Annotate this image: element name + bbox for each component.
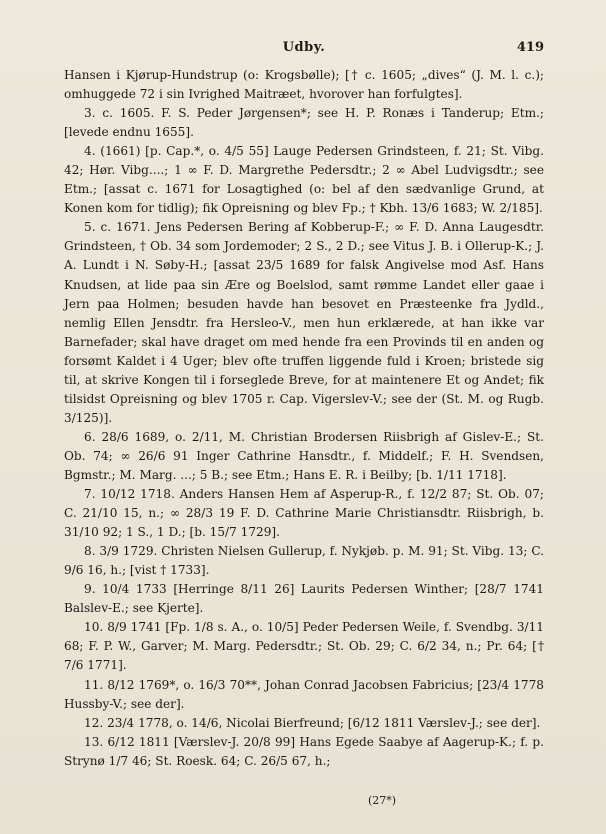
entry-9: 9. 10/4 1733 [Herringe 8/11 26] Laurits Pedersen Winther; [28/7 1741 Balslev-E.; see Kjerte]. <box>64 582 544 616</box>
entry-continuation: Hansen i Kjørup-Hundstrup (o: Krogsbølle); [† c. 1605; „dives“ (J. M. l. c.); omhuggede 72 i sin Ivrighed Maitræet, hvorover han forfulgtes]. <box>64 68 544 102</box>
entry-12: 12. 23/4 1778, o. 14/6, Nicolai Bierfreund; [6/12 1811 Værslev-J.; see der]. <box>84 715 541 730</box>
entry-3: 3. c. 1605. F. S. Peder Jørgensen*; see H. P. Ronæs i Tanderup; Etm.; [levede endnu 1655]. <box>64 106 544 140</box>
page-body <box>64 66 544 771</box>
page-number: 419 <box>516 40 544 55</box>
entry-8: 8. 3/9 1729. Christen Nielsen Gullerup, f. Nykjøb. p. M. 91; St. Vibg. 13; C. 9/6 16, h.; [vist † 1733]. <box>64 544 544 578</box>
page-header <box>64 40 544 60</box>
entry-13: 13. 6/12 1811 [Værslev-J. 20/8 99] Hans Egede Saabye af Aagerup-K.; f. p. Strynø 1/7 46; St. Roesk. 64; C. 26/5 67, h.; <box>64 734 544 768</box>
entry-5: 5. c. 1671. Jens Pedersen Bering af Kobberup-F.; ∞ F. D. Anna Laugesdtr. Grindsteen, † Ob. 34 som Jordemoder; 2 S., 2 D.; see Vitus J. B. i Ollerup-K.; J. A. Lundt i N. Søby-H.; [assat 23/5 1689 for falsk Angivelse mod Asf. Hans Knudsen, at lide paa sin Ære og Boelslod, samt rømme Landet eller gaae i Jern paa Holmen; besuden havde han besovet en Præsteenke fra Jydld., nemlig Ellen Jensdtr. fra Hersleo-V., men hun erklærede, at han ikke var Barnefader; skal have draget om med hende fra een Provinds til en anden og forsømt Kaldet i 4 Uger; blev ofte truffen liggende fuld i Kroen; bristede sig til, at skrive Kongen til i forseglede Breve, for at maintenere Et og Andet; fik tilsidst Opreisning og blev 1705 r. Cap. Vigerslev-V.; see der (St. M. og Rugb. 3/125)]. <box>64 220 544 425</box>
entry-10: 10. 8/9 1741 [Fp. 1/8 s. A., o. 10/5] Peder Pedersen Weile, f. Svendbg. 3/11 68; F. P. W., Garver; M. Marg. Pedersdtr.; St. Ob. 29; C. 6/2 34, n.; Pr. 64; [† 7/6 1771]. <box>64 620 544 673</box>
entry-11: 11. 8/12 1769*, o. 16/3 70**, Johan Conrad Jacobsen Fabricius; [23/4 1778 Hussby-V.; see der]. <box>64 677 544 711</box>
signature-mark: (27*) <box>368 794 397 807</box>
entry-4: 4. (1661) [p. Cap.*, o. 4/5 55] Lauge Pedersen Grindsteen, f. 21; St. Vibg. 42; Hør. Vibg....; 1 ∞ F. D. Margrethe Pedersdtr.; 2 ∞ Abel Ludvigsdtr.; see Etm.; [assat c. 1671 for Losagtighed (o: bel af den sædvanlige Grund, at Konen kom for tidlig); fik Opreisning og blev Fp.; † Kbh. 13/6 1683; W. 2/185]. <box>64 144 544 216</box>
running-title: Udby. <box>282 40 326 55</box>
entry-7: 7. 10/12 1718. Anders Hansen Hem af Asperup-R., f. 12/2 87; St. Ob. 07; C. 21/10 15, n.; ∞ 28/3 19 F. D. Cathrine Marie Christiansdtr. Riisbrigh, b. 31/10 92; 1 S., 1 D.; [b. 15/7 1729]. <box>64 487 544 540</box>
entry-6: 6. 28/6 1689, o. 2/11, M. Christian Brodersen Riisbrigh af Gislev-E.; St. Ob. 74; ∞ 26/6 91 Inger Cathrine Hansdtr., f. Middelf.; F. H. Svendsen, Bgmstr.; M. Marg. ...; 5 B.; see Etm.; Hans E. R. i Beilby; [b. 1/11 1718]. <box>64 429 544 482</box>
